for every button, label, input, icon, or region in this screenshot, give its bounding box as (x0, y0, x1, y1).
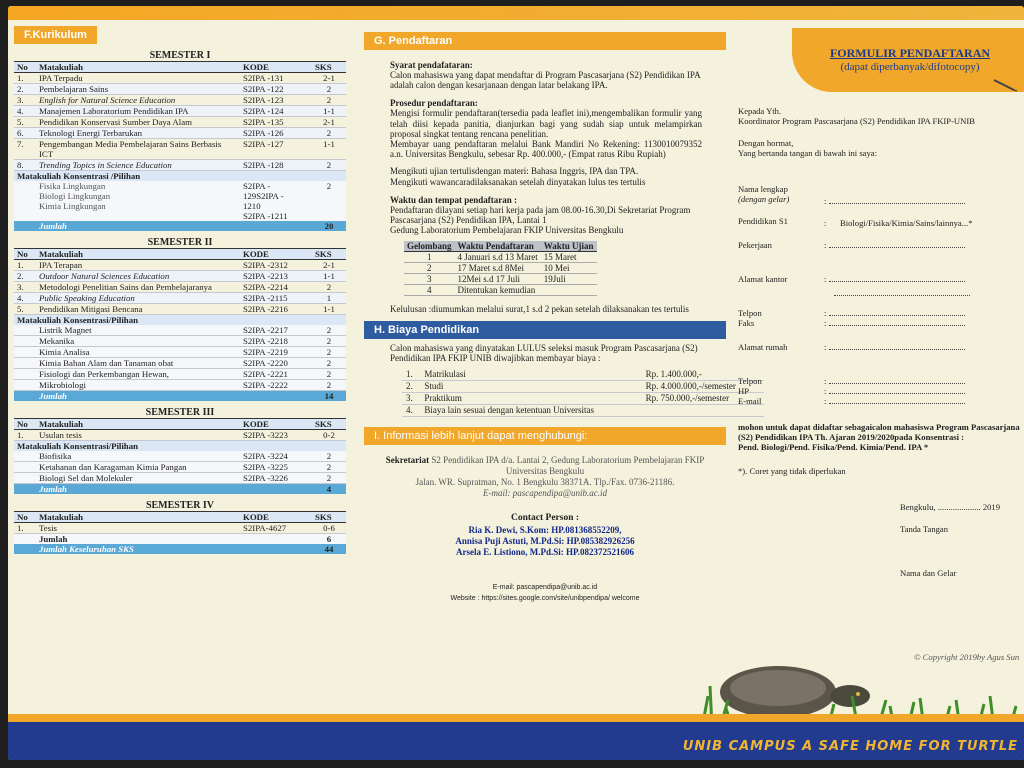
s2-jumlah: Jumlah (36, 391, 312, 402)
table-row (14, 304, 346, 315)
cell-sks: 2 (312, 325, 346, 336)
cell-no (14, 358, 36, 369)
cell-kode: S2IPA -2220 (240, 358, 312, 369)
sekretariat-text: S2 Pendidikan IPA d/a. Lantai 2, Gedung Laboratorium Pembelajaran FKIP Universitas Bengkulu (431, 455, 705, 477)
rumah-label: Alamat rumah (738, 342, 788, 352)
table-row (14, 430, 346, 441)
s3-total: 4 (312, 484, 346, 495)
nama-field[interactable]: : (824, 196, 965, 206)
cell-kode: S2IPA -135 (240, 117, 312, 128)
cell-sks: 2 (312, 473, 346, 484)
cell-kode: S2IPA -122 (240, 84, 312, 95)
table-row (402, 405, 764, 417)
cell-kode: S2IPA -131 (240, 73, 312, 84)
gel-daftar: 12Mei s.d 17 Juli (455, 274, 541, 285)
cell-kode: S2IPA -2214 (240, 282, 312, 293)
footer-website: Website : https://sites.google.com/site/unibpendipa/ welcome (450, 595, 640, 603)
cell-matakuliah: Metodologi Penelitian Sains dan Pembelajaranya (36, 282, 240, 293)
semester-3-table (14, 418, 346, 494)
cell-matakuliah: Mikrobiologi (36, 380, 240, 391)
col-kode: KODE (240, 249, 312, 260)
turtle-head-icon (830, 685, 870, 707)
cell-kode: S2IPA -128 (240, 160, 312, 171)
faks-label: Faks (738, 318, 755, 328)
gel-ujian (541, 285, 597, 296)
hp-field[interactable]: : (824, 386, 965, 396)
koordinator: Koordinator Program Pascasarjana (S2) Pendidikan IPA FKIP-UNIB (738, 116, 975, 126)
gel-daftar: 17 Maret s.d 8Mei (455, 263, 541, 274)
col-kode: KODE (240, 419, 312, 430)
cell-no: 2. (14, 271, 36, 282)
cell-matakuliah: Kimia Bahan Alam dan Tanaman obat (36, 358, 240, 369)
cell-matakuliah: Kimia Analisa (36, 347, 240, 358)
formulir-panel (730, 20, 1024, 740)
biaya-amount: Rp. 4.000.000,-/semester (642, 381, 764, 393)
s4-jumlah: Jumlah (36, 534, 312, 545)
cell-no: 5. (14, 304, 36, 315)
semester-4-table (14, 511, 346, 554)
s1-total: 20 (312, 221, 346, 231)
cell-matakuliah: Pendidikan Mitigasi Bencana (36, 304, 240, 315)
coret-note: *). Coret yang tidak diperlukan (738, 466, 846, 476)
cell-kode: S2IPA -3223 (240, 430, 312, 441)
brochure-page (8, 6, 1024, 760)
cell-matakuliah: English for Natural Science Education (36, 95, 240, 106)
s4-total: 6 (312, 534, 346, 545)
cp-3: Arsela E. Listiono, M.Pd.Si: HP.082372521606 (456, 547, 634, 558)
table-row (14, 325, 346, 336)
col-sks: SKS (312, 62, 346, 73)
hp-label: HP (738, 386, 749, 396)
cell-sks: 1-1 (312, 106, 346, 117)
cell-kode: S2IPA -3226 (240, 473, 312, 484)
cell-matakuliah: Biofisika (36, 451, 240, 462)
telpon2-field[interactable]: : (824, 376, 965, 386)
cell-kode: S2IPA -126 (240, 128, 312, 139)
cell-kode: S2IPA -2221 (240, 369, 312, 380)
cell-matakuliah: Teknologi Energi Terbarukan (36, 128, 240, 139)
s1-kons-kode: S2IPA - 129S2IPA - 1210 S2IPA -1211 (240, 181, 312, 221)
table-row (14, 160, 346, 171)
biaya-table (402, 369, 764, 417)
waktu-text: Pendaftaran dilayani setiap hari kerja pada jam 08.00-16.30,Di Sekretariat Program Pascasarjana (S2) Pendidikan IPA, Lantai 1 Gedung Laboratorium Pembelajaran FKIP Universitas Bengkulu (390, 204, 691, 236)
gelar-label: (dengan gelar) (738, 194, 790, 204)
mohon-text: mohon untuk dapat didaftar sebagaicalon mahasiswa Program Pascasarjana (S2) Pendidikan IPA Th. Ajaran 2019/2020pada Konsentrasi : (738, 422, 1020, 442)
grand-total-label: Jumlah Keseluruhan SKS (36, 544, 312, 554)
cell-kode: S2IPA-4627 (240, 523, 312, 534)
col-no: No (14, 249, 36, 260)
col-matakuliah: Matakuliah (36, 62, 240, 73)
cell-matakuliah: Usulan tesis (36, 430, 240, 441)
cell-no: 7. (14, 139, 36, 160)
cell-no (14, 369, 36, 380)
cell-no: 6. (14, 128, 36, 139)
cell-kode: S2IPA -3225 (240, 462, 312, 473)
cell-no: 2. (14, 84, 36, 95)
col-sks: SKS (312, 512, 346, 523)
col-no: No (14, 512, 36, 523)
s1-kons-items: Fisika Lingkungan Biologi Lingkungan Kimia Lingkungan (36, 181, 240, 221)
cell-sks: 2 (312, 347, 346, 358)
kepada: Kepada Yth. (738, 106, 782, 116)
pendaftaran-header: G. Pendaftaran (364, 32, 726, 50)
kantor-field[interactable]: : (824, 274, 965, 284)
cp-title: Contact Person : (510, 513, 580, 524)
pendaftaran-panel (364, 20, 736, 604)
cell-sks: 2-1 (312, 260, 346, 271)
table-row (14, 95, 346, 106)
email-label: E-mail (738, 396, 762, 406)
cell-matakuliah: Pengembangan Media Pembelajaran Sains Berbasis ICT (36, 139, 240, 160)
cell-kode: S2IPA -2222 (240, 380, 312, 391)
bayar-text: Membayar uang pendaftaran melalui Bank Mandiri No Rekening: 1130010079352 a.n. Universitas Bengkulu, sebesar Rp. 400.000,- (Empat ratus Ribu Rupiah) (390, 139, 702, 160)
cell-no: 4. (14, 293, 36, 304)
col-sks: SKS (312, 249, 346, 260)
table-row (14, 128, 346, 139)
table-row (14, 358, 346, 369)
cell-sks: 2 (312, 369, 346, 380)
semester-1-title: SEMESTER I (149, 50, 211, 61)
cell-matakuliah: Pendidikan Konservasi Sumber Daya Alam (36, 117, 240, 128)
col-no: No (14, 62, 36, 73)
semester-1-table (14, 61, 346, 231)
cell-kode: S2IPA -2312 (240, 260, 312, 271)
s2-total: 14 (312, 391, 346, 402)
table-row (402, 393, 764, 405)
s1-konsentrasi-label: Matakuliah Konsentrasi /Pilihan (14, 171, 346, 182)
cell-sks: 2 (312, 380, 346, 391)
cell-kode: S2IPA -3224 (240, 451, 312, 462)
s3-jumlah: Jumlah (36, 484, 312, 495)
footer-contacts (364, 582, 726, 604)
table-row (14, 369, 346, 380)
cell-matakuliah: Outdoor Natural Sciences Education (36, 271, 240, 282)
bottom-color-strip (8, 714, 1024, 760)
cell-sks: 2 (312, 84, 346, 95)
semester-2-title: SEMESTER II (147, 237, 213, 248)
kelulusan-text: Kelulusan :diumumkan melalui surat,1 s.d 2 pekan setelah dilaksanakan tes tertulis (390, 304, 689, 315)
footer-email: E-mail: pascapendipa@unib.ac.id (492, 584, 598, 592)
cell-kode: S2IPA -2219 (240, 347, 312, 358)
cell-kode: S2IPA -2115 (240, 293, 312, 304)
cell-matakuliah: Trending Topics in Science Education (36, 160, 240, 171)
rumah-field[interactable]: : (824, 342, 965, 352)
semester-3-title: SEMESTER III (145, 407, 215, 418)
cell-no: 4. (14, 106, 36, 117)
biaya-no: 3. (402, 393, 420, 405)
col-kode: KODE (240, 512, 312, 523)
cell-sks: 1-1 (312, 271, 346, 282)
gel-ujian: 19Juli (541, 274, 597, 285)
cell-kode: S2IPA -123 (240, 95, 312, 106)
biaya-item: Studi (420, 381, 641, 393)
gel-no: 3 (404, 274, 455, 285)
cell-no: 8. (14, 160, 36, 171)
biaya-no: 1. (402, 369, 420, 381)
cell-matakuliah: Pembelajaran Sains (36, 84, 240, 95)
cell-matakuliah: Tesis (36, 523, 240, 534)
pend-colon: : (824, 218, 827, 228)
cell-sks: 0-6 (312, 523, 346, 534)
cp-1: Ria K. Dewi, S.Kom: HP.081368552209, (468, 525, 622, 536)
cell-kode: S2IPA -2217 (240, 325, 312, 336)
biaya-no: 4. (402, 405, 420, 417)
copyright: © Copyright 2019by Agus Sun (914, 652, 1020, 662)
gelombang-table (404, 241, 597, 296)
grand-total: 44 (312, 544, 346, 554)
biaya-item: Matrikulasi (420, 369, 641, 381)
table-row (14, 380, 346, 391)
top-color-strip (8, 6, 1024, 20)
table-row (14, 271, 346, 282)
cell-matakuliah: Biologi Sel dan Molekuler (36, 473, 240, 484)
motto-text: UNIB CAMPUS A SAFE HOME FOR TURTLE (682, 739, 1018, 754)
biaya-amount: Rp. 750.000,-/semester (642, 393, 764, 405)
kantor-label: Alamat kantor (738, 274, 788, 284)
cell-matakuliah: Fisiologi dan Perkembangan Hewan, (36, 369, 240, 380)
biaya-item: Praktikum (420, 393, 641, 405)
waktu-title: Waktu dan tempat pendaftaran : (390, 194, 518, 205)
cell-kode: S2IPA -2216 (240, 304, 312, 315)
telpon2-label: Telpon (738, 376, 762, 386)
cell-matakuliah: IPA Terpadu (36, 73, 240, 84)
alamat-text: Jalan. WR. Supratman, No. 1 Bengkulu 38371A. Tlp./Fax. 0736-21186. (415, 477, 675, 488)
nama-gelar-label: Nama dan Gelar (900, 568, 957, 578)
gel-no: 2 (404, 263, 455, 274)
table-row (14, 73, 346, 84)
table-row (14, 347, 346, 358)
cell-sks: 0-2 (312, 430, 346, 441)
cell-sks: 2 (312, 128, 346, 139)
table-row (14, 139, 346, 160)
kurikulum-panel (14, 20, 346, 554)
cell-sks: 2 (312, 451, 346, 462)
cell-sks: 2 (312, 358, 346, 369)
table-row (402, 381, 764, 393)
informasi-block (384, 455, 706, 499)
semester-4-title: SEMESTER IV (145, 500, 215, 511)
table-row (14, 462, 346, 473)
syarat-text: Calon mahasiswa yang dapat mendaftar di Program Pascasarjana (S2) Pendidikan IPA adalah calon dengan kesarjanaan dengan latar belakang IPA. (390, 70, 701, 91)
table-row (404, 252, 597, 263)
cell-sks: 2 (312, 336, 346, 347)
semester-2-table (14, 248, 346, 401)
cell-kode: S2IPA -2218 (240, 336, 312, 347)
cell-sks: 2-1 (312, 73, 346, 84)
table-row (404, 274, 597, 285)
s3-konsentrasi-label: Matakuliah Konsentrasi/Pilihan (14, 441, 346, 452)
cell-sks: 2 (312, 160, 346, 171)
table-row (14, 106, 346, 117)
pekerjaan-field[interactable]: : (824, 240, 965, 250)
telpon-field[interactable]: : (824, 308, 965, 318)
gel-head-2: Waktu Pendaftaran (455, 241, 541, 252)
gel-head-3: Waktu Ujian (541, 241, 597, 252)
cell-kode: S2IPA -127 (240, 139, 312, 160)
cell-no (14, 451, 36, 462)
table-row (14, 451, 346, 462)
cell-no (14, 347, 36, 358)
telpon-label: Telpon (738, 308, 762, 318)
pend-options[interactable]: Biologi/Fisika/Kimia/Sains/lainnya...* (840, 218, 973, 228)
table-row (14, 117, 346, 128)
cell-no (14, 336, 36, 347)
cell-no: 1. (14, 523, 36, 534)
pend-label: Pendidikan S1 (738, 216, 788, 226)
informasi-header: I. Informasi lebih lanjut dapat menghubungi: (364, 427, 726, 445)
s2-konsentrasi-label: Matakuliah Konsentrasi/Pilihan (14, 315, 346, 326)
info-email: E-mail: pascapendipa@unib.ac.id (482, 488, 607, 499)
biaya-amount: Rp. 1.400.000,- (642, 369, 764, 381)
table-row (402, 369, 764, 381)
col-matakuliah: Matakuliah (36, 512, 240, 523)
cell-no (14, 473, 36, 484)
table-row (14, 523, 346, 534)
cell-no: 5. (14, 117, 36, 128)
hormat: Dengan hormat, (738, 138, 794, 148)
cell-sks: 2 (312, 95, 346, 106)
cell-matakuliah: Manajemen Laboratorium Pendidikan IPA (36, 106, 240, 117)
prosedur-text: Mengisi formulir pendaftaran(tersedia pada leaflet ini),mengembalikan formulir yang telah diisi kepada panitia, dianjurkan bagi yang sudah siap untuk melampirkan proposal singkat tentang rencana penelitian. (390, 108, 702, 139)
cell-matakuliah: IPA Terapan (36, 260, 240, 271)
ujian-text: Mengikuti ujian tertulisdengan materi: Bahasa Inggris, IPA dan TPA. (390, 166, 639, 177)
gel-ujian: 10 Mei (541, 263, 597, 274)
cell-kode: S2IPA -124 (240, 106, 312, 117)
faks-field[interactable]: : (824, 318, 965, 328)
cell-sks: 2 (312, 462, 346, 473)
biaya-intro: Calon mahasiswa yang dinyatakan LULUS seleksi masuk Program Pascasarjana (S2) Pendidikan IPA FKIP UNIB diwajibkan membayar biaya : (390, 342, 698, 363)
gel-no: 4 (404, 285, 455, 296)
ttd-label: Tanda Tangan (900, 524, 949, 534)
biaya-item: Biaya lain sesuai dengan ketentuan Universitas (420, 405, 641, 417)
col-no: No (14, 419, 36, 430)
cell-no (14, 325, 36, 336)
col-sks: SKS (312, 419, 346, 430)
bertanda: Yang bertanda tangan di bawah ini saya: (738, 148, 877, 158)
table-row (14, 282, 346, 293)
table-row (404, 285, 597, 296)
cell-kode: S2IPA -2213 (240, 271, 312, 282)
table-row (14, 336, 346, 347)
bottom-yellow-line (8, 714, 1024, 722)
table-row (404, 263, 597, 274)
cell-sks: 1-1 (312, 304, 346, 315)
nama-label: Nama lengkap (738, 184, 788, 194)
col-kode: KODE (240, 62, 312, 73)
formulir-title: FORMULIR PENDAFTARAN (829, 46, 991, 60)
syarat-title: Syarat pendafataran: (390, 60, 473, 70)
cell-matakuliah: Ketahanan dan Karagaman Kimia Pangan (36, 462, 240, 473)
cell-no: 1. (14, 260, 36, 271)
cell-no: 3. (14, 282, 36, 293)
table-row (14, 84, 346, 95)
cell-sks: 1-1 (312, 139, 346, 160)
cell-no: 1. (14, 73, 36, 84)
tempat-tanggal[interactable]: Bengkulu, .................... 2019 (900, 502, 1001, 512)
biaya-header: H. Biaya Pendidikan (364, 321, 726, 339)
col-matakuliah: Matakuliah (36, 249, 240, 260)
prosedur-title: Prosedur pendaftaran: (390, 98, 478, 109)
pekerjaan-label: Pekerjaan (738, 240, 772, 250)
cell-no: 1. (14, 430, 36, 441)
pen-icon (992, 78, 1018, 92)
sekretariat-label: Sekretariat (385, 455, 430, 466)
cell-no (14, 380, 36, 391)
biaya-no: 2. (402, 381, 420, 393)
gel-daftar: 4 Januari s.d 13 Maret (455, 252, 541, 263)
cp-2: Annisa Puji Astuti, M.Pd.Si: HP.085382926256 (455, 536, 635, 547)
col-matakuliah: Matakuliah (36, 419, 240, 430)
gel-ujian: 15 Maret (541, 252, 597, 263)
table-row (14, 293, 346, 304)
contact-person-block (364, 513, 726, 558)
gel-head-1: Gelombang (404, 241, 455, 252)
kurikulum-header: F.Kurikulum (14, 26, 97, 44)
formulir-subtitle: (dapat diperbanyak/difotocopy) (840, 61, 980, 73)
cell-matakuliah: Public Speaking Education (36, 293, 240, 304)
s1-jumlah: Jumlah (36, 221, 312, 231)
kantor-field-2[interactable] (834, 288, 970, 298)
cell-matakuliah: Mekanika (36, 336, 240, 347)
table-row (14, 473, 346, 484)
cell-sks: 1 (312, 293, 346, 304)
cell-no (14, 462, 36, 473)
cell-matakuliah: Listrik Magnet (36, 325, 240, 336)
s1-kons-sks: 2 (312, 181, 346, 221)
email-field[interactable]: : (824, 396, 965, 406)
gel-no: 1 (404, 252, 455, 263)
konsentrasi-options[interactable]: Pend. Biologi/Pend. Fisika/Pend. Kimia/Pend. IPA * (738, 442, 929, 452)
cell-sks: 2-1 (312, 117, 346, 128)
cell-sks: 2 (312, 282, 346, 293)
wawancara-text: Mengikuti wawancaradilaksanakan setelah dinyatakan lulus tes tertulis (390, 176, 646, 187)
gel-daftar: Ditentukan kemudian (455, 285, 541, 296)
cell-no: 3. (14, 95, 36, 106)
table-row (14, 260, 346, 271)
